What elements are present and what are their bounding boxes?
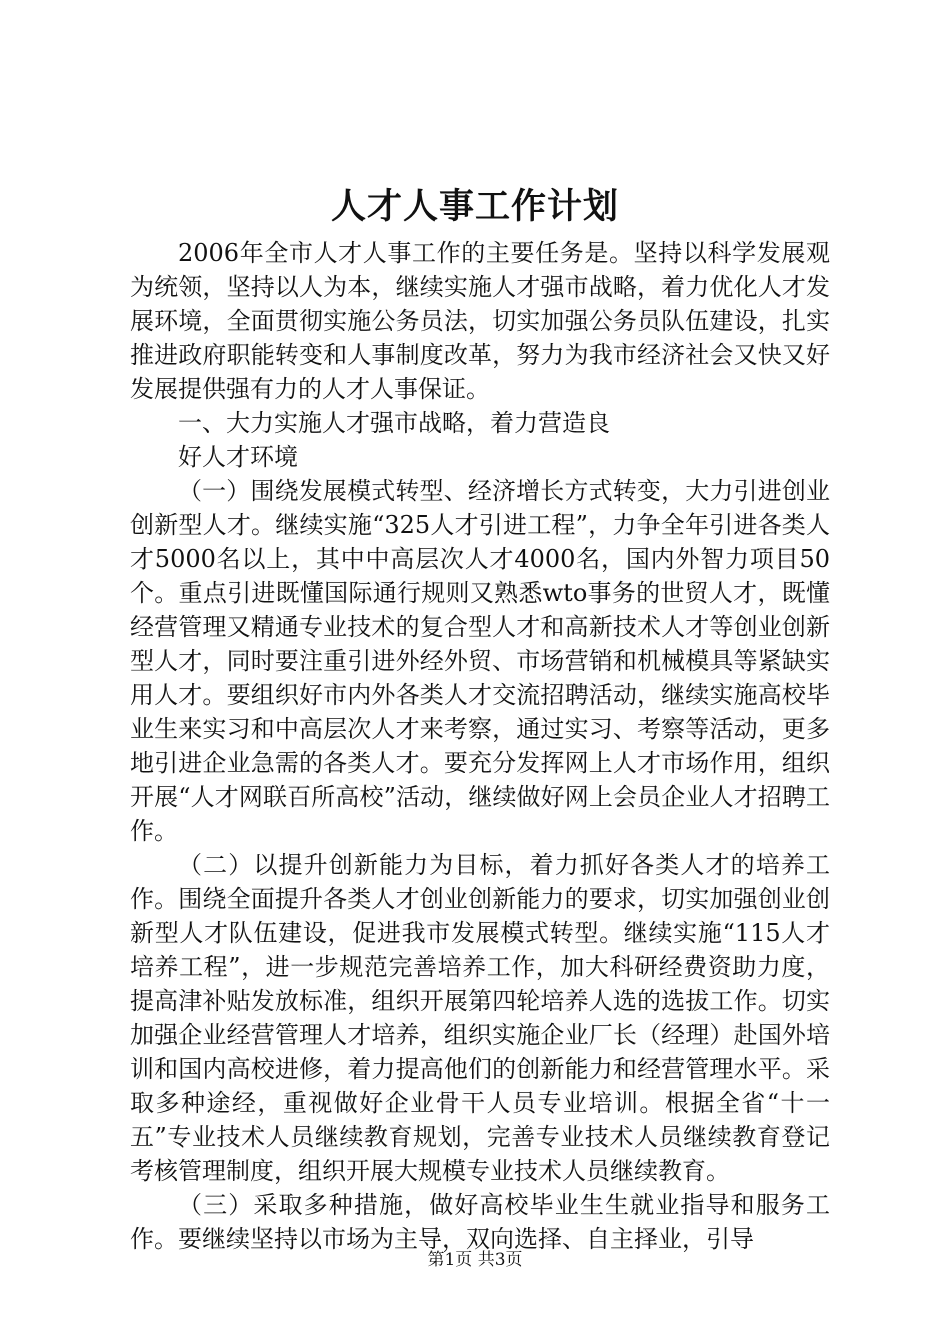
paragraph-item-2: （二）以提升创新能力为目标，着力抓好各类人才的培养工作。围绕全面提升各类人才创业创新能力的要求，切实加强创业创新型人才队伍建设，促进我市发展模式转型。继续实施“115人才培养工程”，进一步规范完善培养工作，加大科研经费资助力度，提高津补贴发放标准，组织开展第四轮培养人选的选拔工作。切实加强企业经营管理人才培养，组织实施企业厂长（经理）赴国外培训和国内高校进修，着力提高他们的创新能力和经营管理水平。采取多种途经，重视做好企业骨干人员专业培训。根据全省“十一五”专业技术人员继续教育规划，完善专业技术人员继续教育登记考核管理制度，组织开展大规模专业技术人员继续教育。 [130, 851, 830, 1185]
paragraph-intro: 2006年全市人才人事工作的主要任务是。坚持以科学发展观为统领，坚持以人为本，继续实施人才强市战略，着力优化人才发展环境，全面贯彻实施公务员法，切实加强公务员队伍建设，扎实推进政府职能转变和人事制度改革，努力为我市经济社会又快又好发展提供强有力的人才人事保证。 [130, 239, 830, 403]
section-heading-line-1: 一、大力实施人才强市战略，着力营造良 [178, 409, 610, 437]
document-body [130, 236, 830, 1256]
paragraph-item-1: （一）围绕发展模式转型、经济增长方式转变，大力引进创业创新型人才。继续实施“325人才引进工程”，力争全年引进各类人才5000名以上，其中中高层次人才4000名，国内外智力项目50个。重点引进既懂国际通行规则又熟悉wto事务的世贸人才，既懂经营管理又精通专业技术的复合型人才和高新技术人才等创业创新型人才，同时要注重引进外经外贸、市场营销和机械模具等紧缺实用人才。要组织好市内外各类人才交流招聘活动，继续实施高校毕业生来实习和中高层次人才来考察，通过实习、考察等活动，更多地引进企业急需的各类人才。要充分发挥网上人才市场作用，组织开展“人才网联百所高校”活动，继续做好网上会员企业人才招聘工作。 [130, 477, 830, 845]
page-footer: 第1页 共3页 [427, 1250, 523, 1270]
document-title: 人才人事工作计划 [330, 186, 619, 227]
section-heading-line-2: 好人才环境 [178, 443, 298, 471]
paragraph-item-3: （三）采取多种措施，做好高校毕业生生就业指导和服务工作。要继续坚持以市场为主导，双向选择、自主择业，引导 [130, 1191, 830, 1253]
